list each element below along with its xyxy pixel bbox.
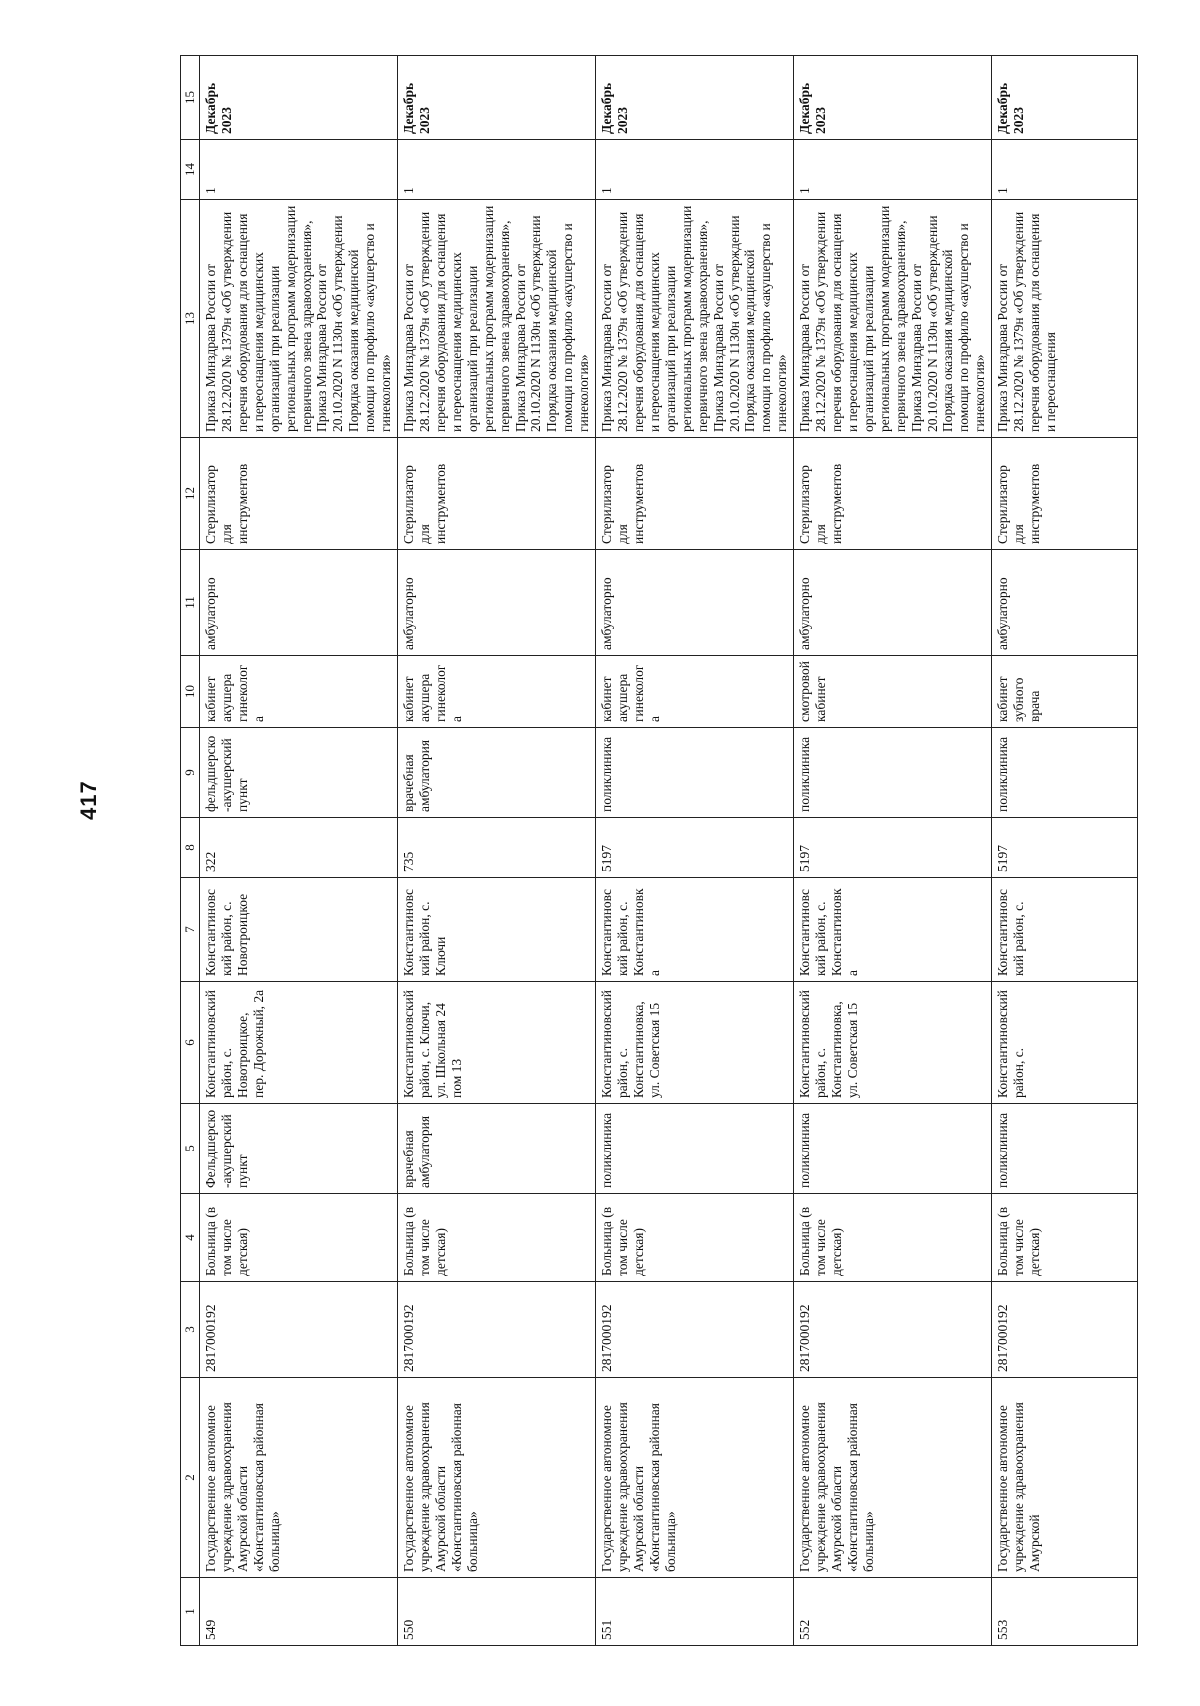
unit-kind-cell: поликлиника	[992, 728, 1138, 818]
table-row	[398, 56, 596, 1646]
equipment-cell: Стерилизатор для инструментов	[200, 438, 398, 550]
column-number: 6	[181, 982, 200, 1104]
unit-type-cell: Фельдшерско-акушерский пункт	[200, 1104, 398, 1194]
table-row	[992, 56, 1138, 1646]
code-cell: 2817000192	[596, 1282, 794, 1378]
equipment-cell: Стерилизатор для инструментов	[992, 438, 1138, 550]
column-number: 12	[181, 438, 200, 550]
column-number: 5	[181, 1104, 200, 1194]
address-cell: Константиновский район, с. Константиновка, ул. Советская 15	[596, 982, 794, 1104]
room-cell: кабинет акушера гинеколога	[398, 656, 596, 728]
population-cell: 5197	[992, 818, 1138, 878]
equipment-registry-table	[180, 55, 1138, 1646]
equipment-cell: Стерилизатор для инструментов	[398, 438, 596, 550]
column-number: 2	[181, 1378, 200, 1578]
org-type-cell: Больница (в том числе детская)	[992, 1194, 1138, 1282]
quantity-cell: 1	[398, 140, 596, 200]
code-cell: 2817000192	[992, 1282, 1138, 1378]
row-number-cell: 552	[794, 1578, 992, 1646]
column-number: 13	[181, 200, 200, 438]
legal-basis-cell: Приказ Минздрава России от 28.12.2020 № 1379н «Об утверждении перечня оборудования для оснащения и переоснащения медицинских организаций при реализации региональных программ модернизации первичного звена здравоохранения», Приказ Минздрава России от 20.10.2020 N 1130н «Об утверждении Порядка оказания медицинской помощи по профилю «акушерство и гинекология»	[200, 200, 398, 438]
population-cell: 735	[398, 818, 596, 878]
row-number-cell: 551	[596, 1578, 794, 1646]
room-cell: кабинет акушера гинеколога	[200, 656, 398, 728]
code-cell: 2817000192	[200, 1282, 398, 1378]
address-cell: Константиновский район, с. Константиновка, ул. Советская 15	[794, 982, 992, 1104]
page-number: 417	[76, 780, 101, 820]
column-number: 15	[181, 56, 200, 140]
org-type-cell: Больница (в том числе детская)	[794, 1194, 992, 1282]
row-number-cell: 553	[992, 1578, 1138, 1646]
column-number: 9	[181, 728, 200, 818]
locality-cell: Константиновский район, с.	[992, 878, 1138, 982]
care-mode-cell: амбулаторно	[398, 550, 596, 656]
locality-cell: Константиновский район, с. Константиновка	[794, 878, 992, 982]
address-cell: Константиновский район, с. Новотроицкое, пер. Дорожный, 2а	[200, 982, 398, 1104]
unit-kind-cell: фельдшерско-акушерский пункт	[200, 728, 398, 818]
organization-cell: Государственное автономное учреждение здравоохранения Амурской области «Константиновская районная больница»	[200, 1378, 398, 1578]
unit-type-cell: поликлиника	[596, 1104, 794, 1194]
care-mode-cell: амбулаторно	[794, 550, 992, 656]
locality-cell: Константиновский район, с. Ключи	[398, 878, 596, 982]
table-row	[596, 56, 794, 1646]
unit-type-cell: врачебная амбулатория	[398, 1104, 596, 1194]
address-cell: Константиновский район, с.	[992, 982, 1138, 1104]
column-number: 8	[181, 818, 200, 878]
registry-table-rotated	[180, 56, 1100, 1646]
column-number: 11	[181, 550, 200, 656]
deadline-cell: Декабрь 2023	[398, 56, 596, 140]
unit-kind-cell: поликлиника	[596, 728, 794, 818]
table-row	[794, 56, 992, 1646]
column-number: 1	[181, 1578, 200, 1646]
deadline-cell: Декабрь 2023	[200, 56, 398, 140]
deadline-cell: Декабрь 2023	[596, 56, 794, 140]
care-mode-cell: амбулаторно	[992, 550, 1138, 656]
care-mode-cell: амбулаторно	[200, 550, 398, 656]
column-number: 14	[181, 140, 200, 200]
equipment-cell: Стерилизатор для инструментов	[596, 438, 794, 550]
address-cell: Константиновский район, с. Ключи, ул. Школьная 24 пом 13	[398, 982, 596, 1104]
locality-cell: Константиновский район, с. Новотроицкое	[200, 878, 398, 982]
room-cell: смотровой кабинет	[794, 656, 992, 728]
row-number-cell: 549	[200, 1578, 398, 1646]
quantity-cell: 1	[200, 140, 398, 200]
room-cell: кабинет зубного врача	[992, 656, 1138, 728]
population-cell: 322	[200, 818, 398, 878]
code-cell: 2817000192	[398, 1282, 596, 1378]
organization-cell: Государственное автономное учреждение здравоохранения Амурской	[992, 1378, 1138, 1578]
column-number: 10	[181, 656, 200, 728]
population-cell: 5197	[596, 818, 794, 878]
table-row	[200, 56, 398, 1646]
room-cell: кабинет акушера гинеколога	[596, 656, 794, 728]
population-cell: 5197	[794, 818, 992, 878]
equipment-cell: Стерилизатор для инструментов	[794, 438, 992, 550]
legal-basis-cell: Приказ Минздрава России от 28.12.2020 № 1379н «Об утверждении перечня оборудования для оснащения и переоснащения медицинских организаций при реализации региональных программ модернизации первичного звена здравоохранения», Приказ Минздрава России от 20.10.2020 N 1130н «Об утверждении Порядка оказания медицинской помощи по профилю «акушерство и гинекология»	[398, 200, 596, 438]
unit-type-cell: поликлиника	[794, 1104, 992, 1194]
legal-basis-cell: Приказ Минздрава России от 28.12.2020 № 1379н «Об утверждении перечня оборудования для оснащения и переоснащения медицинских организаций при реализации региональных программ модернизации первичного звена здравоохранения», Приказ Минздрава России от 20.10.2020 N 1130н «Об утверждении Порядка оказания медицинской помощи по профилю «акушерство и гинекология»	[596, 200, 794, 438]
org-type-cell: Больница (в том числе детская)	[596, 1194, 794, 1282]
column-number: 3	[181, 1282, 200, 1378]
unit-type-cell: поликлиника	[992, 1104, 1138, 1194]
org-type-cell: Больница (в том числе детская)	[398, 1194, 596, 1282]
deadline-cell: Декабрь 2023	[992, 56, 1138, 140]
column-number: 4	[181, 1194, 200, 1282]
care-mode-cell: амбулаторно	[596, 550, 794, 656]
legal-basis-cell: Приказ Минздрава России от 28.12.2020 № 1379н «Об утверждении перечня оборудования для оснащения и переоснащения медицинских организаций при реализации региональных программ модернизации первичного звена здравоохранения», Приказ Минздрава России от 20.10.2020 N 1130н «Об утверждении Порядка оказания медицинской помощи по профилю «акушерство и гинекология»	[794, 200, 992, 438]
quantity-cell: 1	[596, 140, 794, 200]
column-number-row	[181, 56, 200, 1646]
quantity-cell: 1	[794, 140, 992, 200]
organization-cell: Государственное автономное учреждение здравоохранения Амурской области «Константиновская районная больница»	[398, 1378, 596, 1578]
organization-cell: Государственное автономное учреждение здравоохранения Амурской области «Константиновская районная больница»	[596, 1378, 794, 1578]
deadline-cell: Декабрь 2023	[794, 56, 992, 140]
quantity-cell: 1	[992, 140, 1138, 200]
row-number-cell: 550	[398, 1578, 596, 1646]
legal-basis-cell: Приказ Минздрава России от 28.12.2020 № 1379н «Об утверждении перечня оборудования для оснащения и переоснащения	[992, 200, 1138, 438]
org-type-cell: Больница (в том числе детская)	[200, 1194, 398, 1282]
unit-kind-cell: поликлиника	[794, 728, 992, 818]
code-cell: 2817000192	[794, 1282, 992, 1378]
column-number: 7	[181, 878, 200, 982]
locality-cell: Константиновский район, с. Константиновка	[596, 878, 794, 982]
organization-cell: Государственное автономное учреждение здравоохранения Амурской области «Константиновская районная больница»	[794, 1378, 992, 1578]
unit-kind-cell: врачебная амбулатория	[398, 728, 596, 818]
